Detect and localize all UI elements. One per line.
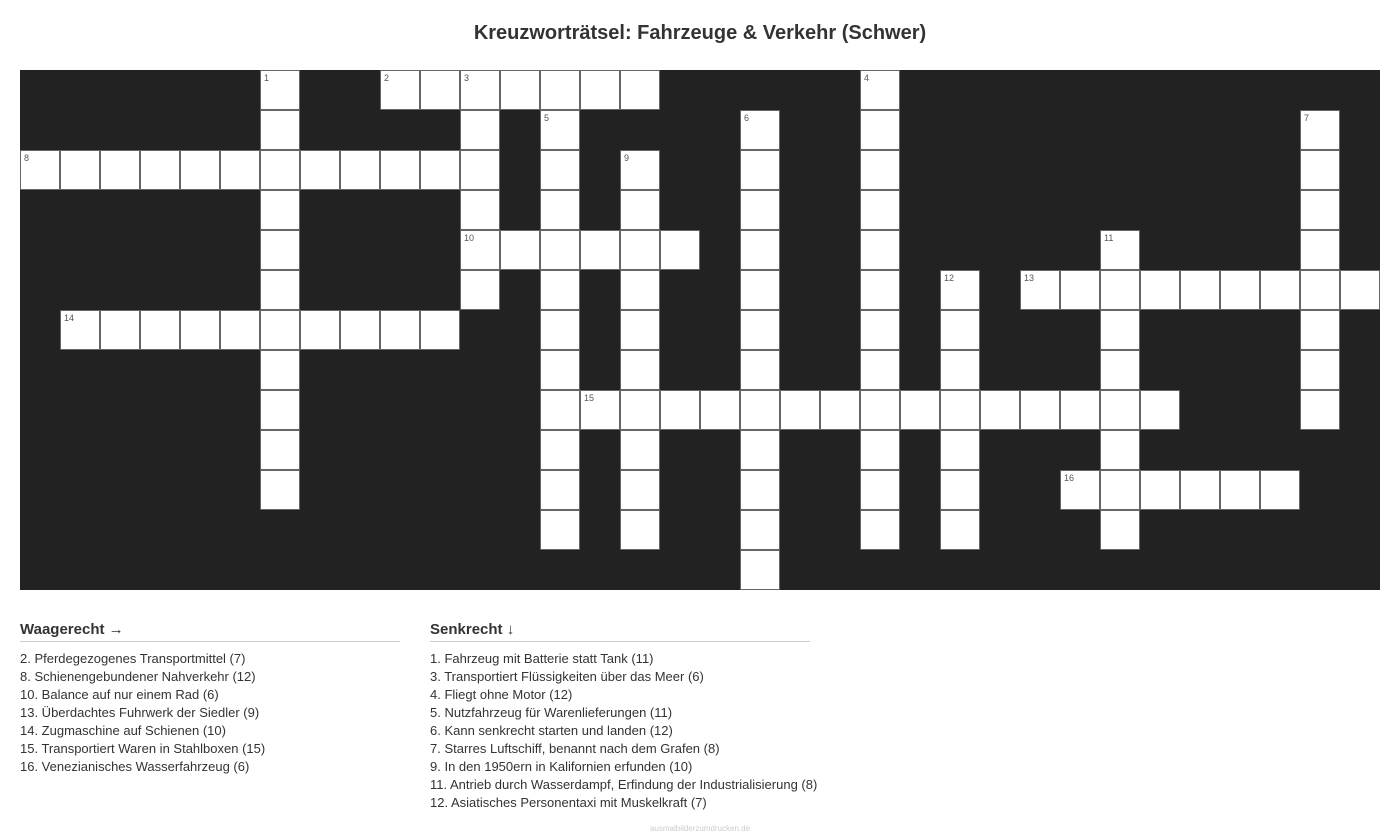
grid-cell[interactable]	[860, 510, 900, 550]
crossword-grid	[20, 70, 1380, 590]
clue-item: 7. Starres Luftschiff, benannt nach dem Grafen (8)	[430, 741, 720, 756]
clue-item: 6. Kann senkrecht starten und landen (12)	[430, 723, 673, 738]
grid-cell[interactable]	[1220, 470, 1260, 510]
grid-cell[interactable]	[260, 150, 300, 190]
grid-cell[interactable]	[1140, 270, 1180, 310]
clue-number: 5	[544, 113, 550, 123]
grid-cell[interactable]	[940, 510, 980, 550]
grid-cell[interactable]	[1300, 270, 1340, 310]
grid-cell[interactable]	[420, 310, 460, 350]
grid-cell[interactable]	[660, 390, 700, 430]
grid-cell[interactable]	[20, 150, 60, 190]
grid-cell[interactable]	[540, 430, 580, 470]
grid-cell[interactable]	[260, 310, 300, 350]
clue-item: 8. Schienengebundener Nahverkehr (12)	[20, 669, 256, 684]
grid-cell[interactable]	[580, 70, 620, 110]
grid-cell[interactable]	[340, 150, 380, 190]
clue-item: 1. Fahrzeug mit Batterie statt Tank (11)	[430, 651, 654, 666]
grid-cell[interactable]	[1300, 350, 1340, 390]
grid-cell[interactable]	[460, 270, 500, 310]
grid-cell[interactable]	[860, 430, 900, 470]
clue-item: 16. Venezianisches Wasserfahrzeug (6)	[20, 759, 250, 774]
grid-cell[interactable]	[420, 70, 460, 110]
puzzle-title: Kreuzworträtsel: Fahrzeuge & Verkehr (Schwer)	[473, 22, 927, 44]
grid-cell[interactable]	[380, 310, 420, 350]
clue-item: 3. Transportiert Flüssigkeiten über das Meer (6)	[430, 669, 704, 684]
grid-cell[interactable]	[1300, 110, 1340, 150]
grid-cell[interactable]	[1140, 390, 1180, 430]
grid-cell[interactable]	[860, 310, 900, 350]
clue-item: 4. Fliegt ohne Motor (12)	[430, 687, 573, 702]
grid-cell[interactable]	[940, 310, 980, 350]
grid-cell[interactable]	[60, 310, 100, 350]
grid-cell[interactable]	[540, 510, 580, 550]
grid-cell[interactable]	[540, 110, 580, 150]
grid-cell[interactable]	[620, 350, 660, 390]
grid-cell[interactable]	[380, 150, 420, 190]
grid-cell[interactable]	[740, 190, 780, 230]
grid-cell[interactable]	[860, 230, 900, 270]
grid-cell[interactable]	[500, 70, 540, 110]
grid-cell[interactable]	[1300, 150, 1340, 190]
grid-cell[interactable]	[260, 390, 300, 430]
grid-cell[interactable]	[260, 110, 300, 150]
grid-cell[interactable]	[620, 430, 660, 470]
grid-cell[interactable]	[300, 310, 340, 350]
grid-cell[interactable]	[260, 430, 300, 470]
grid-cell[interactable]	[100, 310, 140, 350]
clue-number: 16	[1064, 473, 1075, 483]
grid-cell[interactable]	[860, 350, 900, 390]
footer-credit: ausmalbilderzumdrucken.de	[649, 824, 751, 833]
grid-cell[interactable]	[540, 470, 580, 510]
grid-cell[interactable]	[740, 150, 780, 190]
grid-cell[interactable]	[940, 390, 980, 430]
grid-cell[interactable]	[1220, 270, 1260, 310]
clue-item: 15. Transportiert Waren in Stahlboxen (15)	[20, 741, 266, 756]
grid-cell[interactable]	[300, 150, 340, 190]
grid-cell[interactable]	[740, 310, 780, 350]
grid-cell[interactable]	[620, 230, 660, 270]
clue-item: 2. Pferdegezogenes Transportmittel (7)	[20, 651, 246, 666]
grid-cell[interactable]	[900, 390, 940, 430]
grid-cell[interactable]	[940, 270, 980, 310]
grid-cell[interactable]	[540, 150, 580, 190]
clue-number: 3	[464, 73, 470, 83]
grid-cell[interactable]	[1300, 390, 1340, 430]
grid-cell[interactable]	[380, 70, 420, 110]
grid-cell[interactable]	[620, 470, 660, 510]
clue-number: 6	[744, 113, 750, 123]
grid-cell[interactable]	[460, 190, 500, 230]
grid-cell[interactable]	[740, 470, 780, 510]
grid-cell[interactable]	[180, 310, 220, 350]
grid-cell[interactable]	[860, 270, 900, 310]
grid-cell[interactable]	[940, 430, 980, 470]
grid-cell[interactable]	[1100, 510, 1140, 550]
grid-cell[interactable]	[940, 350, 980, 390]
grid-cell[interactable]	[260, 190, 300, 230]
grid-cell[interactable]	[620, 150, 660, 190]
grid-cell[interactable]	[540, 350, 580, 390]
grid-cell[interactable]	[660, 230, 700, 270]
grid-cell[interactable]	[460, 150, 500, 190]
grid-cell[interactable]	[100, 150, 140, 190]
grid-cell[interactable]	[1060, 390, 1100, 430]
grid-cell[interactable]	[700, 390, 740, 430]
grid-cell[interactable]	[860, 150, 900, 190]
clue-item: 10. Balance auf nur einem Rad (6)	[20, 687, 219, 702]
grid-cell[interactable]	[260, 230, 300, 270]
grid-cell[interactable]	[740, 430, 780, 470]
clue-number: 8	[24, 153, 30, 163]
clue-number: 15	[584, 393, 595, 403]
grid-cell[interactable]	[1260, 270, 1300, 310]
clue-number: 4	[864, 73, 870, 83]
grid-cell[interactable]	[820, 390, 860, 430]
clue-number: 2	[384, 73, 390, 83]
grid-cell[interactable]	[740, 390, 780, 430]
clue-number: 13	[1024, 273, 1035, 283]
grid-cell[interactable]	[1300, 190, 1340, 230]
clue-item: 14. Zugmaschine auf Schienen (10)	[20, 723, 226, 738]
clue-number: 7	[1304, 113, 1310, 123]
grid-cell[interactable]	[1020, 390, 1060, 430]
grid-cell[interactable]	[1100, 390, 1140, 430]
clue-item: 13. Überdachtes Fuhrwerk der Siedler (9)	[20, 705, 260, 720]
clue-item: 12. Asiatisches Personentaxi mit Muskelkraft (7)	[430, 795, 707, 810]
grid-cell[interactable]	[940, 470, 980, 510]
grid-cell[interactable]	[540, 390, 580, 430]
grid-cell[interactable]	[980, 390, 1020, 430]
grid-cell[interactable]	[540, 230, 580, 270]
grid-cell[interactable]	[860, 390, 900, 430]
clue-number: 14	[64, 313, 75, 323]
grid-cell[interactable]	[1180, 470, 1220, 510]
grid-cell[interactable]	[740, 550, 780, 590]
grid-cell[interactable]	[740, 510, 780, 550]
grid-cell[interactable]	[1020, 270, 1060, 310]
grid-cell[interactable]	[780, 390, 820, 430]
grid-cell[interactable]	[220, 150, 260, 190]
grid-cell[interactable]	[1100, 470, 1140, 510]
down-clues	[430, 620, 818, 812]
grid-cell[interactable]	[1100, 430, 1140, 470]
grid-cell[interactable]	[1100, 230, 1140, 270]
grid-cell[interactable]	[540, 310, 580, 350]
down-heading: Senkrecht ↓	[430, 620, 810, 642]
grid-cell[interactable]	[1100, 310, 1140, 350]
grid-cell[interactable]	[620, 70, 660, 110]
grid-cell[interactable]	[740, 230, 780, 270]
grid-cell[interactable]	[620, 510, 660, 550]
clue-number: 10	[464, 233, 475, 243]
grid-cell[interactable]	[740, 110, 780, 150]
grid-cell[interactable]	[740, 350, 780, 390]
grid-cell[interactable]	[260, 470, 300, 510]
grid-cell[interactable]	[860, 190, 900, 230]
grid-cell[interactable]	[1060, 470, 1100, 510]
grid-cell[interactable]	[620, 310, 660, 350]
grid-cell[interactable]	[540, 270, 580, 310]
grid-cell[interactable]	[860, 110, 900, 150]
grid-cell[interactable]	[460, 70, 500, 110]
grid-cell[interactable]	[220, 310, 260, 350]
clue-number: 12	[944, 273, 955, 283]
across-heading: Waagerecht →	[20, 620, 400, 642]
grid-cell[interactable]	[540, 70, 580, 110]
grid-cell[interactable]	[620, 270, 660, 310]
grid-cell[interactable]	[140, 150, 180, 190]
clue-item: 11. Antrieb durch Wasserdampf, Erfindung der Industrialisierung (8)	[430, 777, 818, 792]
grid-cell[interactable]	[1260, 470, 1300, 510]
grid-cell[interactable]	[1100, 350, 1140, 390]
grid-cell[interactable]	[260, 70, 300, 110]
grid-cell[interactable]	[740, 270, 780, 310]
grid-cell[interactable]	[420, 150, 460, 190]
grid-cell[interactable]	[1340, 270, 1380, 310]
grid-cell[interactable]	[1140, 470, 1180, 510]
grid-cell[interactable]	[1100, 270, 1140, 310]
down-clue-list	[430, 650, 818, 812]
grid-cell[interactable]	[260, 270, 300, 310]
grid-cell[interactable]	[580, 390, 620, 430]
grid-cell[interactable]	[860, 70, 900, 110]
grid-cell[interactable]	[460, 110, 500, 150]
grid-cell[interactable]	[340, 310, 380, 350]
across-clues	[20, 620, 400, 776]
grid-cell[interactable]	[620, 190, 660, 230]
clue-number: 11	[1104, 233, 1114, 243]
grid-cell[interactable]	[60, 150, 100, 190]
across-clue-list	[20, 650, 400, 776]
grid-cell[interactable]	[460, 230, 500, 270]
grid-cell[interactable]	[180, 150, 220, 190]
clue-number: 1	[264, 73, 270, 83]
grid-cell[interactable]	[260, 350, 300, 390]
grid-cell[interactable]	[500, 230, 540, 270]
grid-cell[interactable]	[1300, 230, 1340, 270]
grid-cell[interactable]	[580, 230, 620, 270]
clue-item: 9. In den 1950ern in Kalifornien erfunden (10)	[430, 759, 693, 774]
grid-cell[interactable]	[540, 190, 580, 230]
clue-item: 5. Nutzfahrzeug für Warenlieferungen (11)	[430, 705, 673, 720]
grid-cell[interactable]	[140, 310, 180, 350]
grid-cell[interactable]	[620, 390, 660, 430]
grid-cell[interactable]	[1060, 270, 1100, 310]
grid-cell[interactable]	[1300, 310, 1340, 350]
grid-cell[interactable]	[1180, 270, 1220, 310]
clue-number: 9	[624, 153, 630, 163]
grid-cell[interactable]	[860, 470, 900, 510]
